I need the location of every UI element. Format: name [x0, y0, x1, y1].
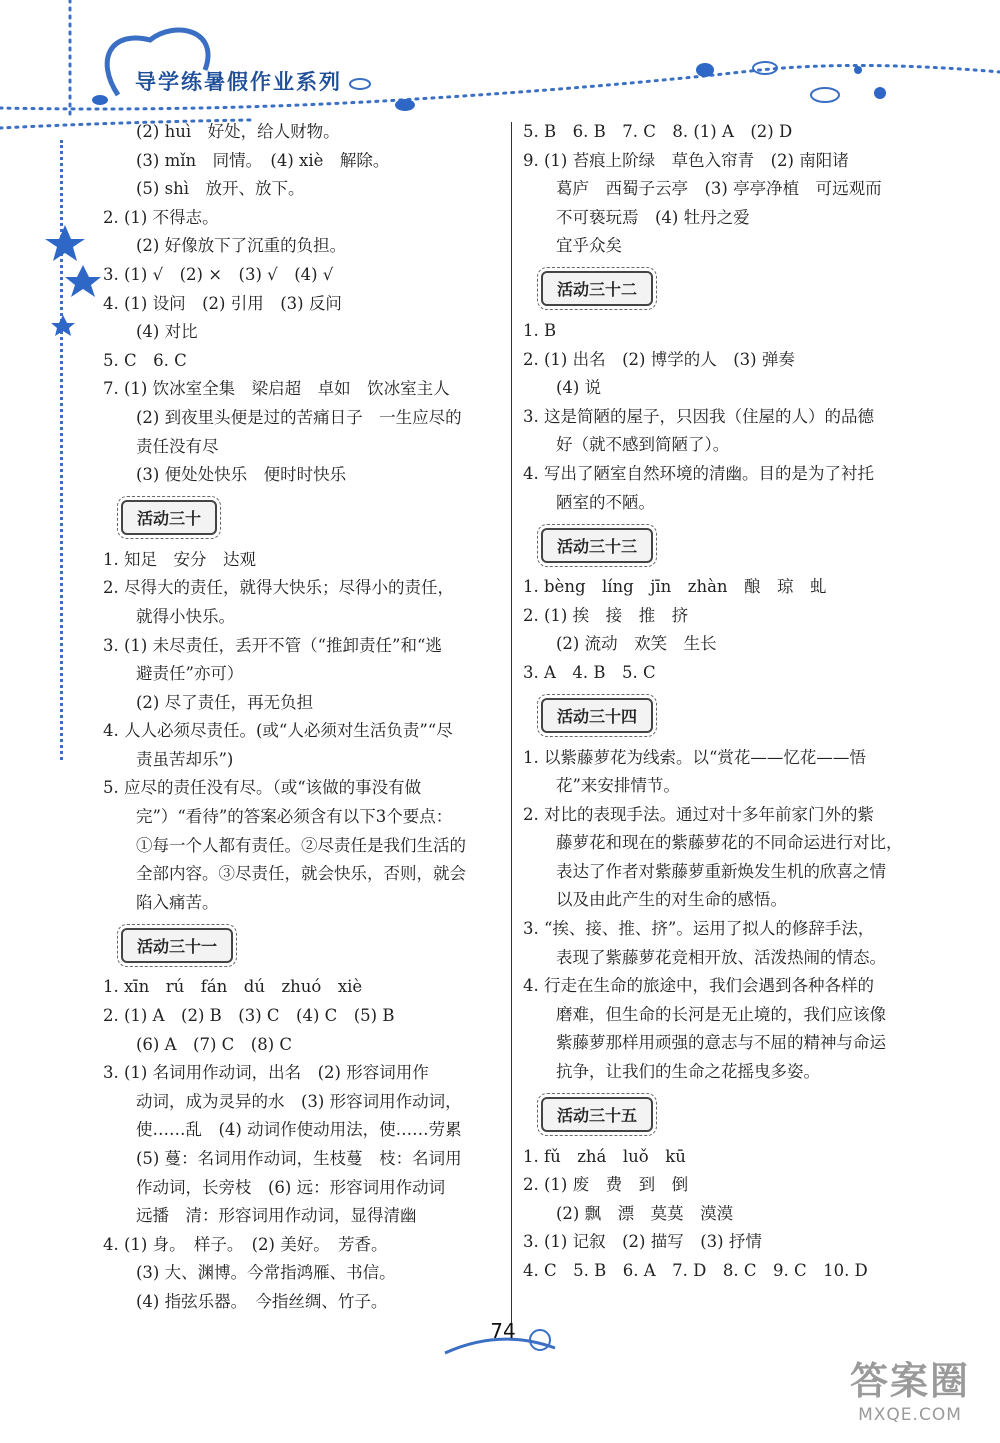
- answer-line: 使……乱 (4) 动词作使动用法，使……劳累: [136, 1120, 462, 1140]
- answer-line: 紫藤萝那样用顽强的意志与不屈的精神与命运: [556, 1033, 886, 1053]
- answer-line: (2) 飘 漂 莫莫 漠漠: [556, 1203, 734, 1223]
- answer-line: 3. “挨、接、推、挤”。运用了拟人的修辞手法，: [523, 919, 875, 939]
- answer-line: 1. 知足 安分 达观: [103, 549, 256, 569]
- answer-line: 动词，成为灵异的水 (3) 形容词用作动词，: [136, 1091, 462, 1111]
- star-decoration-icon: [45, 215, 105, 415]
- answer-line: 远播 清：形容词用作动词，显得清幽: [136, 1206, 417, 1226]
- answer-line: 2. (1) 出名 (2) 博学的人 (3) 弹奏: [523, 349, 795, 369]
- answer-line: (5) 蔓：名词用作动词，生枝蔓 枝：名词用: [136, 1149, 462, 1168]
- answer-line: 1. B: [523, 320, 557, 340]
- answer-line: (4) 指弦乐器。 今指丝绸、竹子。: [136, 1291, 388, 1311]
- answer-line: 7. (1) 饮冰室全集 梁启超 卓如 饮冰室主人: [103, 379, 450, 399]
- answer-line: 全部内容。③尽责任，就会快乐，否则，就会: [136, 864, 466, 884]
- answer-line: 4. (1) 设问 (2) 引用 (3) 反问: [103, 293, 342, 313]
- answer-line: 4. C 5. B 6. A 7. D 8. C 9. C 10. D: [523, 1261, 868, 1280]
- answer-line: 4. (1) 身。 样子。 (2) 美好。 芳香。: [103, 1234, 388, 1254]
- answer-line: 4. 写出了陋室自然环境的清幽。目的是为了衬托: [523, 463, 874, 483]
- answer-line: 避责任”亦可）: [136, 664, 244, 684]
- answer-line: 9. (1) 苔痕上阶绿 草色入帘青 (2) 南阳诸: [523, 150, 849, 170]
- answer-line: 1. fǔ zhá luǒ kū: [523, 1146, 686, 1166]
- answer-line: 葛庐 西蜀子云亭 (3) 亭亭净植 可远观而: [556, 179, 882, 199]
- answer-line: 2. (1) 挨 接 推 挤: [523, 605, 689, 625]
- answer-line: 就得小快乐。: [136, 606, 235, 626]
- answer-line: 5. 应尽的责任没有尽。（或“该做的事没有做: [103, 778, 422, 798]
- series-title: 导学练暑假作业系列: [135, 70, 342, 94]
- answer-line: 2. (1) A (2) B (3) C (4) C (5) B: [103, 1006, 395, 1026]
- answer-line: 作动词，长旁枝 (6) 远：形容词用作动词: [136, 1177, 446, 1197]
- answer-line: 磨难，但生命的长河是无止境的，我们应该像: [556, 1004, 886, 1024]
- answer-line: 4. 人人必须尽责任。(或“人必须对生活负责”“尽: [103, 721, 453, 741]
- activity-35-answers: [523, 1143, 928, 1286]
- activity-32-title: 活动三十二: [541, 271, 653, 306]
- answer-line: 3. (1) 未尽责任，丢开不管（“推卸责任”和“逃: [103, 635, 442, 655]
- answer-line: 不可亵玩焉 (4) 牡丹之爱: [556, 207, 750, 227]
- answer-line: 以及由此产生的对生命的感悟。: [556, 890, 787, 910]
- answer-line: 陋室的不陋。: [556, 492, 655, 512]
- answer-line: (4) 说: [556, 378, 602, 398]
- answer-line: 花”来安排情节。: [556, 776, 680, 796]
- activity-31-answers: [103, 973, 508, 1316]
- answer-line: 1. 以紫藤萝花为线索。以“赏花——忆花——悟: [523, 747, 866, 767]
- answer-line: (3) mǐn 同情。 (4) xiè 解除。: [136, 150, 390, 170]
- activity-31-title: 活动三十一: [121, 928, 233, 963]
- answer-line: 4. 行走在生命的旅途中，我们会遇到各种各样的: [523, 976, 874, 996]
- answer-line: 责任没有尽: [136, 436, 219, 456]
- answer-line: 表达了作者对紫藤萝重新焕发生机的欣喜之情: [556, 861, 886, 881]
- answer-line: (2) 尽了责任，再无负担: [136, 692, 314, 712]
- page-number: 74: [490, 1319, 516, 1343]
- answer-line: 完”）“看待”的答案必须含有以下3个要点：: [136, 807, 453, 827]
- activity-33-title: 活动三十三: [541, 528, 653, 563]
- activity-34-answers: [523, 744, 928, 1087]
- answer-line: 好（就不感到简陋了）。: [556, 435, 730, 455]
- answer-line: (6) A (7) C (8) C: [136, 1034, 293, 1054]
- answer-line: (3) 便处处快乐 便时时快乐: [136, 465, 347, 485]
- answer-line: 责虽苦却乐”): [136, 749, 234, 769]
- answer-line: (5) shì 放开、放下。: [136, 179, 305, 199]
- answer-line: 3. (1) √ (2) × (3) √ (4) √: [103, 264, 334, 284]
- answer-line: 3. (1) 记叙 (2) 描写 (3) 抒情: [523, 1232, 762, 1252]
- answer-line: 宜乎众矣: [556, 236, 622, 256]
- answer-line: 抗争，让我们的生命之花摇曳多姿。: [556, 1062, 820, 1082]
- answer-line: 2. (1) 不得志。: [103, 207, 219, 227]
- activity-33-answers: [523, 573, 928, 687]
- answer-line: 陷入痛苦。: [136, 892, 219, 912]
- watermark-domain: MXQE.COM: [858, 1405, 962, 1425]
- answer-line: 藤萝花和现在的紫藤萝花的不同命运进行对比，: [556, 833, 903, 853]
- answer-line: (3) 大、渊博。今常指鸿雁、书信。: [136, 1263, 396, 1283]
- answer-line: 1. bèng líng jīn zhàn 酿 琼 虬: [523, 577, 827, 597]
- activity-35-title: 活动三十五: [541, 1097, 653, 1132]
- answer-line: (2) 流动 欢笑 生长: [556, 634, 717, 654]
- watermark: [825, 1350, 995, 1440]
- activity-34-title: 活动三十四: [541, 698, 653, 733]
- answer-line: ①每一个人都有责任。②尽责任是我们生活的: [136, 835, 466, 855]
- answer-line: (4) 对比: [136, 322, 198, 342]
- answer-line: 5. B 6. B 7. C 8. (1) A (2) D: [523, 122, 793, 141]
- left-block-intro: [103, 118, 508, 490]
- right-block-intro: [523, 118, 928, 261]
- answer-line: (2) huì 好处，给人财物。: [136, 122, 340, 141]
- left-column: [103, 118, 508, 1317]
- answer-line: (2) 到夜里头便是过的苦痛日子 一生应尽的: [136, 407, 462, 427]
- activity-30-title: 活动三十: [121, 500, 217, 535]
- answer-line: 3. (1) 名词用作动词，出名 (2) 形容词用作: [103, 1063, 429, 1083]
- right-column: [523, 118, 928, 1286]
- answer-line: 2. (1) 废 费 到 倒: [523, 1175, 689, 1195]
- answer-line: 3. A 4. B 5. C: [523, 662, 656, 682]
- answer-line: 3. 这是简陋的屋子，只因我（住屋的人）的品德: [523, 406, 874, 426]
- answer-line: 2. 尽得大的责任，就得大快乐；尽得小的责任，: [103, 578, 454, 598]
- answer-line: 2. 对比的表现手法。通过对十多年前家门外的紫: [523, 804, 874, 824]
- answer-line: 1. xīn rú fán dú zhuó xiè: [103, 977, 363, 997]
- activity-32-answers: [523, 317, 928, 517]
- answer-line: 表现了紫藤萝花竞相开放、活泼热闹的情态。: [556, 947, 886, 967]
- answer-line: 5. C 6. C: [103, 350, 187, 370]
- column-divider: [511, 122, 512, 1340]
- activity-30-answers: [103, 546, 508, 918]
- watermark-logo: 答案圈: [849, 1359, 970, 1403]
- answer-line: (2) 好像放下了沉重的负担。: [136, 236, 347, 256]
